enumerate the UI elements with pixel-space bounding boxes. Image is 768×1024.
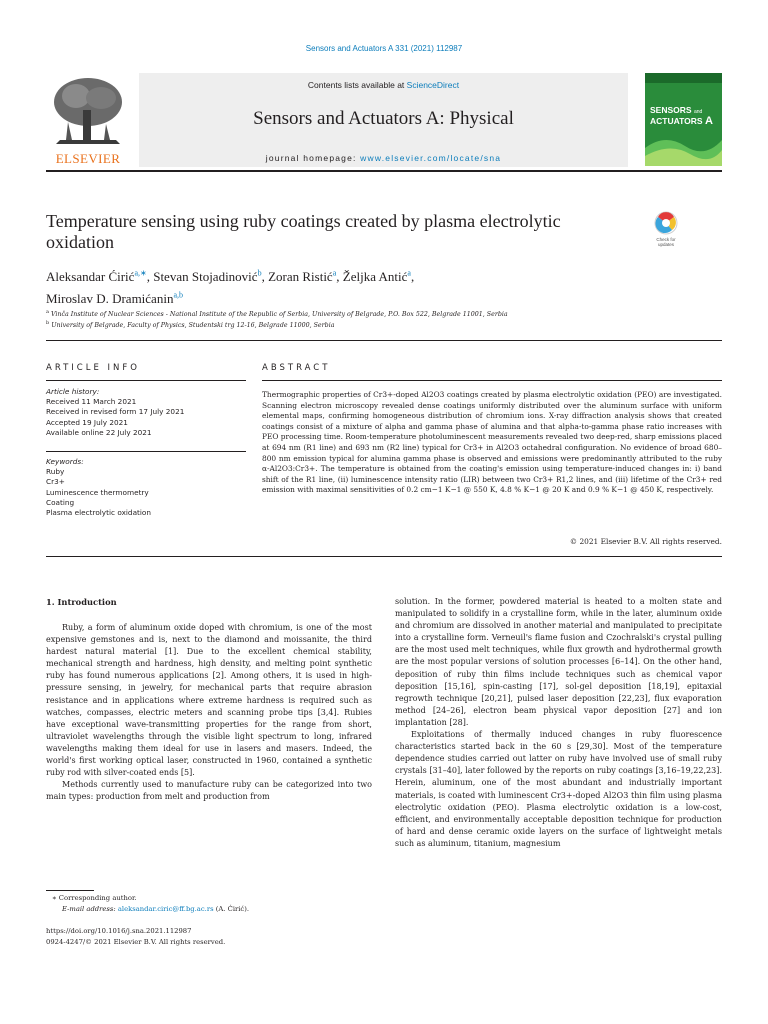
cover-wave-graphic <box>645 128 722 166</box>
contents-line <box>139 80 628 90</box>
abstract-text: Thermographic properties of Cr3+-doped Al2O3 coatings created by plasma electrolytic oxidation (PEO) are investigated. Scanning electron microscopy revealed dense coatings uniformly distributed over the aluminum surface with uniform elemental maps, confirming homogeneous distribution of chromium ions. X-ray diffraction analysis shows that created coatings consist of a mixture of alpha and gamma phase of alumina and that alpha-to-gamma phase ratio increases with PEO processing time. Room-temperature photoluminescent measurements revealed two deep-red, sharp emissions placed at 694 nm (R1 line) and 693 nm (R2 line) typical for Cr3+ in Al2O3 octahedral configuration. No evidence of broad 680–800 nm emission typical for alumina gamma phase is observed and emissions were predominantly attributed to the ruby α-Al2O3:Cr3+. The temperature is obtained from the coating's emission using temperature-induced changes in: i) band shift of the R1 line, (ii) luminescence intensity ratio (LIR) between two Cr3+ R1,2 lines, and (iii) lifetime of the Cr3+ red emission with maximal sensitivities of 0.2 cm−1 K−1 @ 550 K, 4.8 % K−1 @ 20 K and 0.9 % K−1 @ 450 K, respectively. <box>262 390 722 495</box>
affiliation-b: $^b$ University of Belgrade, Faculty of Physics, Studentski trg 12-16, Belgrade 11000, Serbia <box>46 320 335 330</box>
corresponding-author-note: ∗ Corresponding author. <box>52 894 137 902</box>
keyword-luminescence-thermometry: Luminescence thermometry <box>46 487 149 497</box>
author-email-link[interactable]: aleksandar.ciric@ff.bg.ac.rs <box>117 905 214 913</box>
abstract-rule <box>262 380 722 381</box>
body-column-right <box>395 596 722 850</box>
keyword-ruby: Ruby <box>46 467 65 477</box>
article-title: Temperature sensing using ruby coatings created by plasma electrolytic oxidation <box>46 211 561 252</box>
footnote-rule <box>46 890 94 891</box>
issn-copyright: 0924-4247/© 2021 Elsevier B.V. All rights reserved. <box>46 938 226 946</box>
sciencedirect-link[interactable]: ScienceDirect <box>406 80 460 90</box>
intro-paragraph-3: solution. In the former, powdered material is heated to a molten state and manipulated to solidify in a crystalline form, while in the later, aluminum oxide and chromium are dissolved in another material and manipulated to precipitate into a crystalline form. Verneuil's flame fusion and Czochralski's crystal pulling are the most used melt techniques, while flux growth and hydrothermal growth are the most popular versions of solution processes [6–14]. On the other hand, deposition of ruby thin films include techniques such as chemical vapor deposition [15,16], spin-casting [17], sol-gel deposition [18,19], epitaxial regrowth technique [20,21], pulsed laser deposition [22,23], flux evaporation method [24–26], electron beam physical vapor deposition [27] and ion implantation [28]. <box>395 597 722 727</box>
keyword-cr: Cr3+ <box>46 477 65 487</box>
cover-title <box>650 106 720 126</box>
cover-title-sensors: SENSORS and <box>650 105 703 115</box>
cover-title-actuators: ACTUATORS A <box>650 115 713 127</box>
article-info-rule <box>46 380 246 381</box>
journal-reference[interactable]: Sensors and Actuators A 331 (2021) 112987 <box>305 44 463 53</box>
history-online: Available online 22 July 2021 <box>46 427 152 437</box>
author-4[interactable]: Željka Antić$^a$, <box>342 269 415 285</box>
journal-homepage <box>139 153 628 163</box>
article-info-heading: ARTICLE INFO <box>46 363 140 373</box>
journal-title: Sensors and Actuators A: Physical <box>253 108 514 129</box>
abstract-copyright: © 2021 Elsevier B.V. All rights reserved. <box>569 537 722 546</box>
crossmark-label: Check for updates <box>656 237 676 247</box>
header-divider <box>46 170 722 172</box>
intro-paragraph-2: Methods currently used to manufacture ruby can be categorized into two main types: production from melt and production from <box>46 780 372 802</box>
keyword-coating: Coating <box>46 497 75 507</box>
cover-title-a: A <box>704 115 713 127</box>
author-3[interactable]: Zoran Ristić$^a$, <box>268 269 343 285</box>
body-column-left <box>46 622 372 803</box>
abstract-bottom-rule <box>46 556 722 557</box>
introduction-heading: 1. Introduction <box>46 597 117 607</box>
intro-paragraph-1: Ruby, a form of aluminum oxide doped with chromium, is one of the most expensive gemstones and is, next to the diamond and moissanite, the third hardest natural material [1]. Due to the excellent chemical stability, mechanical strength and hardness, high density, and melting point synthetic ruby has found numerous applications [2]. Among others, it is used in high-pressure sensing, in jewelry, for mechanical parts that require abrasion resistance and in applications where extreme hardness is required such as watches, compasses, electric meters and scanning probe tips [3,4]. Rubies have exceptional wave-transmitting properties for the range from short, ultraviolet wavelengths through the visible light spectrum to long, infrared wavelengths making them ideal for use in lasers and masers. Indeed, the world's first working optical laser, constructed in 1960, contained a synthetic ruby rod with silver-coated ends [5]. <box>46 623 372 778</box>
history-received: Received 11 March 2021 <box>46 397 137 407</box>
abstract-heading: ABSTRACT <box>262 363 331 373</box>
crossmark-icon <box>646 211 686 237</box>
author-2[interactable]: Stevan Stojadinović$^b$, <box>153 269 269 285</box>
email-label: E-mail address: <box>62 905 118 913</box>
history-accepted: Accepted 19 July 2021 <box>46 417 128 427</box>
history-label: Article history: <box>46 387 100 396</box>
keyword-peo: Plasma electrolytic oxidation <box>46 508 152 518</box>
email-note <box>62 905 249 913</box>
cover-top-bar <box>645 73 722 83</box>
check-for-updates-badge[interactable] <box>646 211 686 253</box>
intro-paragraph-4: Exploitations of thermally induced changes in ruby fluorescence characteristics started back in the 60 s [29,30]. Most of the temperature dependence studies carried out latter on ruby have involved use of small ruby crystals [31–40], later followed by the reports on ruby coatings [3,16–19,22,23]. Herein, aluminum, one of the most abundant and industrially important materials, is coated with luminescent Cr3+-doped Al2O3 thin film using plasma electrolytic oxidation (PEO). Plasma electrolytic oxidation is a low-cost, efficient, and environmentally acceptable deposition technique for production of hard and dense ceramic oxide layers on the surface of lightweight metals such as aluminum, titanium, magnesium <box>395 730 722 848</box>
keywords-label: Keywords: <box>46 457 84 466</box>
keywords <box>46 457 246 518</box>
elsevier-wordmark: ELSEVIER <box>55 151 121 166</box>
journal-cover-thumbnail[interactable] <box>645 73 722 166</box>
homepage-prefix: journal homepage: <box>265 153 361 163</box>
homepage-link[interactable]: www.elsevier.com/locate/sna <box>360 153 502 163</box>
affiliation-divider <box>46 340 722 341</box>
affiliation-a: $^a$ Vinča Institute of Nuclear Sciences - National Institute of the Republic of Serbia, University of Belgrade, P.O. Box 522, Belgrade 11001, Serbia <box>46 309 508 319</box>
author-1[interactable]: Aleksandar Ćirić$^{a,∗}$, <box>46 269 154 285</box>
article-history <box>46 387 246 438</box>
keywords-rule <box>46 451 246 452</box>
author-5[interactable]: Miroslav D. Dramićanin$^{a,b}$ <box>46 290 184 306</box>
history-revised: Received in revised form 17 July 2021 <box>46 407 185 417</box>
contents-prefix: Contents lists available at <box>307 80 407 90</box>
doi-link[interactable]: https://doi.org/10.1016/j.sna.2021.112987 <box>46 927 192 935</box>
cover-title-and: and <box>693 109 703 115</box>
email-suffix: (A. Ćirić). <box>213 905 250 913</box>
author-list <box>46 265 666 308</box>
